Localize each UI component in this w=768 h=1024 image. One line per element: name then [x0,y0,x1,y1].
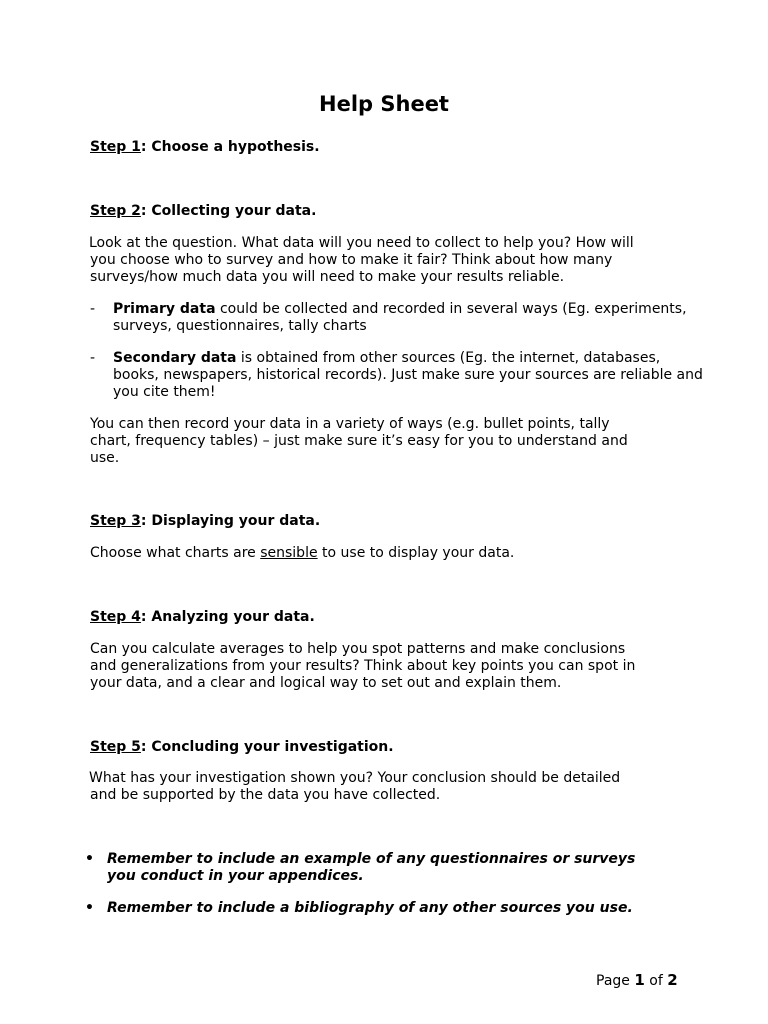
step-5-heading [90,739,394,755]
step-5-title: : Concluding your investigation. [140,739,394,755]
reminder-text: Remember to include an example of any questionnaires or surveys you conduct in your appendices. [107,851,636,884]
step-3-underlined-word: sensible [260,545,318,561]
step-1-title: : Choose a hypothesis. [140,139,320,155]
dash-marker: - [90,350,96,366]
step-4-line: Can you calculate averages to help you spot patterns and make conclusions [90,641,626,657]
step-2-record-line: You can then record your data in a variety of ways (e.g. bullet points, tally [90,416,610,432]
secondary-data-body: is obtained from other sources (Eg. the internet, databases, books, newspapers, historical records). Just make sure your sources are reliable and you cite them! [113,350,703,400]
step-2-intro-line: Look at the question. What data will you need to collect to help you? How will [89,235,634,251]
reminder-text: Remember to include a bibliography of any other sources you use. [107,900,633,916]
step-2-record-line: chart, frequency tables) – just make sure it’s easy for you to understand and [90,433,628,449]
step-4-text [90,641,690,692]
primary-data-item [90,301,703,335]
step-2-heading [90,203,316,219]
footer-of-word: of [649,973,663,989]
step-2-label: Step 2 [90,203,141,219]
step-3-title: : Displaying your data. [140,513,321,529]
primary-data-bold: Primary data [113,301,216,317]
step-1-heading [90,139,320,155]
step-3-text-before: Choose what charts are [90,545,261,561]
step-3-text [90,545,690,562]
step-2-intro [89,235,689,286]
bullet-marker: • [85,851,94,867]
step-4-line: your data, and a clear and logical way to set out and explain them. [90,675,562,691]
footer-current-page: 1 [634,971,645,989]
page-title: Help Sheet [319,92,449,116]
step-2-intro-line: surveys/how much data you will need to make your results reliable. [90,269,565,285]
reminder-bibliography [85,900,667,917]
step-4-heading [90,609,315,625]
secondary-data-bold: Secondary data [113,350,237,366]
step-2-intro-line: you choose who to survey and how to make it fair? Think about how many [90,252,613,268]
step-5-line: What has your investigation shown you? Your conclusion should be detailed [89,770,621,786]
page-footer [596,971,678,989]
step-2-title: : Collecting your data. [140,203,317,219]
dash-marker: - [90,301,96,317]
step-5-line: and be supported by the data you have collected. [90,787,441,803]
step-3-label: Step 3 [90,513,141,529]
reminder-appendices [85,851,667,885]
step-1-label: Step 1 [90,139,141,155]
step-2-record-line: use. [90,450,120,466]
footer-total-pages: 2 [667,971,678,989]
secondary-data-item [90,350,703,401]
primary-data-body: could be collected and recorded in several ways (Eg. experiments, surveys, questionnaires, tally charts [113,301,687,334]
step-4-title: : Analyzing your data. [140,609,315,625]
step-3-heading [90,513,320,529]
step-2-record [90,416,690,467]
step-5-label: Step 5 [90,739,141,755]
step-4-label: Step 4 [90,609,141,625]
step-4-line: and generalizations from your results? Think about key points you can spot in [90,658,636,674]
footer-page-word: Page [596,973,630,989]
primary-data-text [113,301,703,335]
step-5-text [89,770,689,804]
step-3-text-after: to use to display your data. [317,545,515,561]
bullet-marker: • [85,900,94,916]
secondary-data-text [113,350,703,401]
